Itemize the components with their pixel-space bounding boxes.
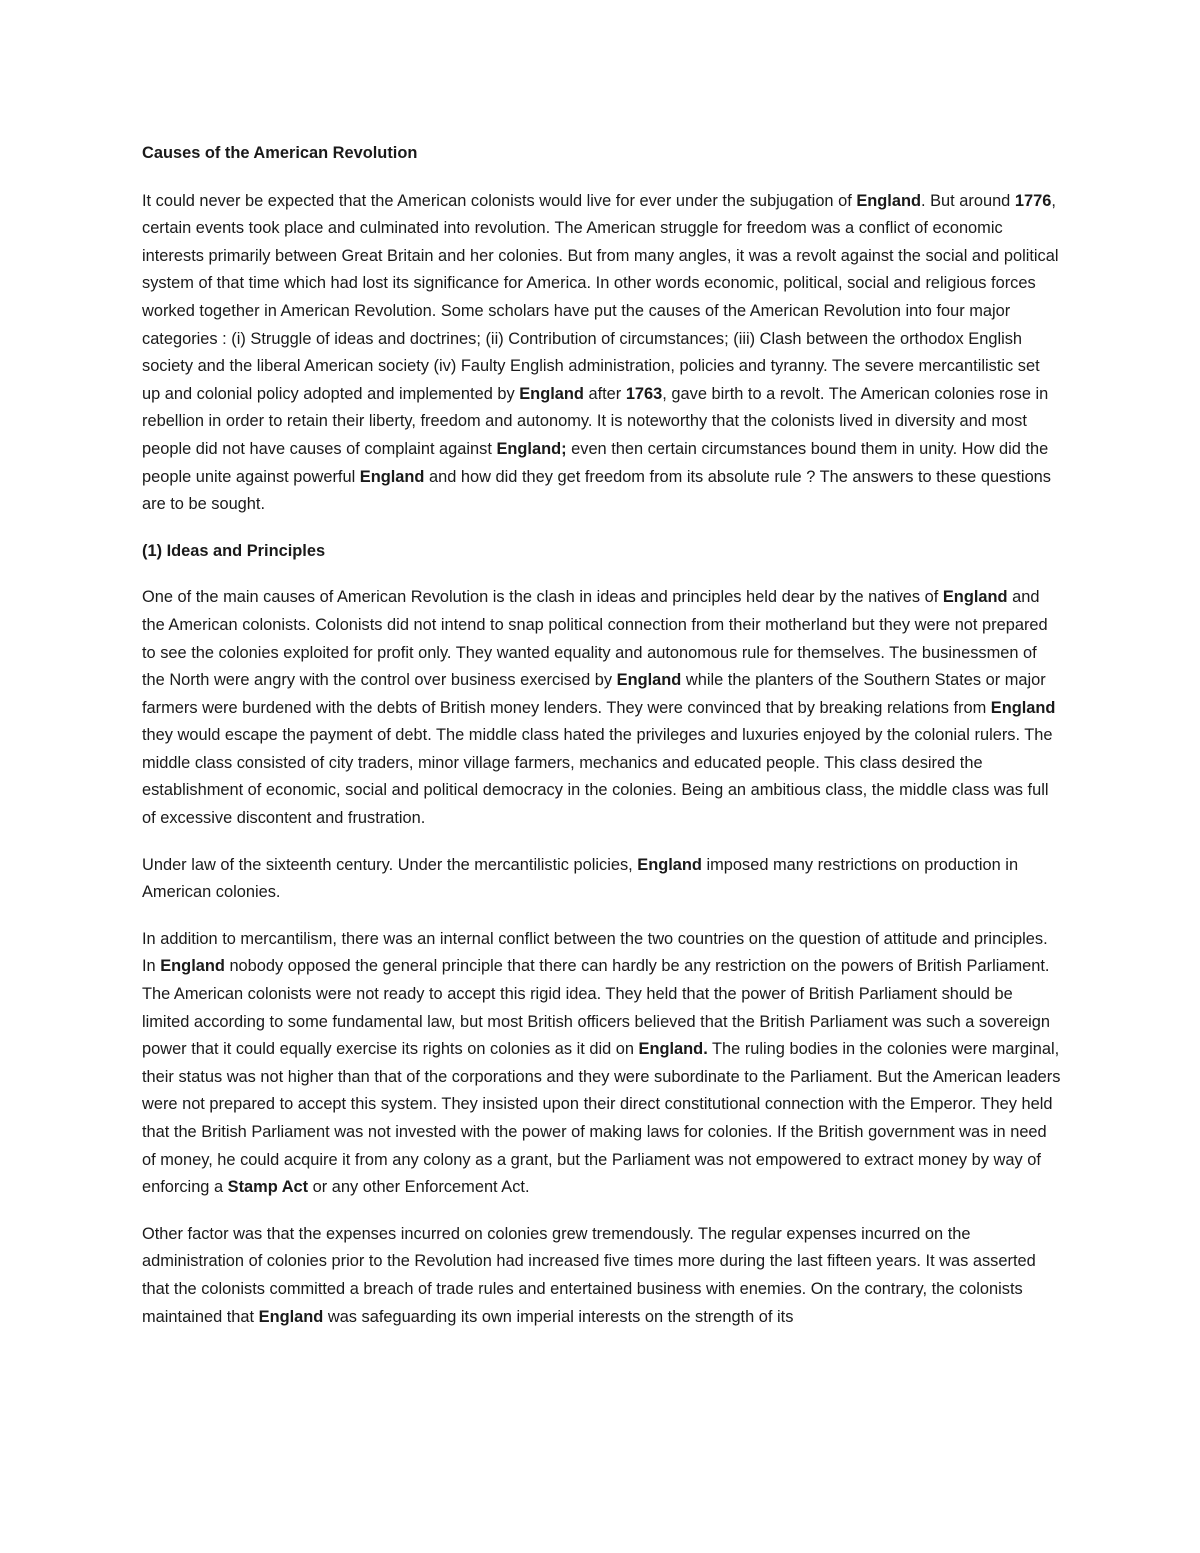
text-run: . But around <box>921 191 1015 210</box>
text-run: and how did they get freedom from its absolute rule ? The answers to these questions are to be sought. <box>142 467 1051 514</box>
bold-text: England <box>990 698 1056 717</box>
bold-text: England; <box>496 439 567 458</box>
bold-text: England <box>160 957 225 976</box>
paragraph <box>142 538 1062 566</box>
text-run: One of the main causes of American Revolution is the clash in ideas and principles held dear by the natives of <box>142 588 943 607</box>
paragraph-list <box>142 188 1062 1332</box>
bold-text: England <box>637 855 702 874</box>
text-run: after <box>583 384 626 403</box>
text-run: imposed many restrictions on production in American colonies. <box>142 855 1019 902</box>
bold-text: England <box>942 588 1008 607</box>
text-run: while the planters of the Southern States or major farmers were burdened with the debts of British money lenders. They were convinced that by breaking relations from <box>142 671 1046 717</box>
bold-text: England <box>359 467 425 486</box>
text-run: In addition to mercantilism, there was an internal conflict between the two countries on the question of attitude and principles. In <box>142 929 1048 976</box>
text-run: Other factor was that the expenses incurred on colonies grew tremendously. The regular expenses incurred on the administration of colonies prior to the Revolution had increased five times more during the last fifteen years. It was asserted that the colonists committed a breach of trade rules and entertained business with enemies. On the contrary, the colonists maintained that <box>142 1224 1036 1326</box>
bold-text: England <box>616 671 682 690</box>
text-run: or any other Enforcement Act. <box>308 1178 530 1197</box>
bold-text: Stamp Act <box>227 1178 309 1197</box>
bold-text: England <box>258 1307 324 1326</box>
bold-text: England <box>519 384 584 403</box>
text-run: , gave birth to a revolt. The American colonies rose in rebellion in order to retain their liberty, freedom and autonomy. It is noteworthy that the colonists lived in diversity and most people did not have causes of complaint against <box>142 384 1049 458</box>
text-run: and the American colonists. Colonists did not intend to snap political connection from their motherland but they were not prepared to see the colonies exploited for profit only. They wanted equality and autonomous rule for themselves. The businessmen of the North were angry with the control over business exercised by <box>142 588 1048 690</box>
paragraph <box>142 926 1062 1202</box>
paragraph <box>142 1221 1062 1331</box>
document-title: Causes of the American Revolution <box>142 144 418 162</box>
bold-text: England. <box>638 1040 708 1059</box>
text-run: Under law of the sixteenth century. Under the mercantilistic policies, <box>142 855 638 874</box>
text-run: nobody opposed the general principle that there can hardly be any restriction on the powers of British Parliament. The American colonists were not ready to accept this rigid idea. They held that the power of British Parliament should be limited according to some fundamental law, but most British officers believed that the British Parliament was such a sovereign power that it could equally exercise its rights on colonies as it did on <box>142 957 1050 1059</box>
text-run: was safeguarding its own imperial interests on the strength of its <box>323 1307 794 1326</box>
paragraph <box>142 852 1062 907</box>
text-run: The ruling bodies in the colonies were marginal, their status was not higher than that of the corporations and they were subordinate to the Parliament. But the American leaders were not prepared to accept this system. They insisted upon their direct constitutional connection with the Emperor. They held that the British Parliament was not invested with the power of making laws for colonies. If the British government was in need of money, he could acquire it from any colony as a grant, but the Parliament was not empowered to extract money by way of enforcing a <box>142 1040 1061 1197</box>
bold-text: 1763 <box>625 384 663 403</box>
paragraph <box>142 188 1062 519</box>
document-body <box>142 140 1062 1350</box>
bold-text: (1) Ideas and Principles <box>142 541 326 560</box>
text-run: It could never be expected that the American colonists would live for ever under the subjugation of <box>142 191 857 210</box>
bold-text: England <box>856 191 921 210</box>
paragraph <box>142 584 1062 832</box>
text-run: , certain events took place and culminated into revolution. The American struggle for freedom was a conflict of economic interests primarily between Great Britain and her colonies. But from many angles, it was a revolt against the social and political system of that time which had lost its significance for America. In other words economic, political, social and religious forces worked together in American Revolution. Some scholars have put the causes of the American Revolution into four major categories : (i) Struggle of ideas and doctrines; (ii) Contribution of circumstances; (iii) Clash between the orthodox English society and the liberal American society (iv) Faulty English administration, policies and tyranny. The severe mercantilistic set up and colonial policy adopted and implemented by <box>142 191 1059 403</box>
text-run: they would escape the payment of debt. The middle class hated the privileges and luxuries enjoyed by the colonial rulers. The middle class consisted of city traders, minor village farmers, mechanics and educated people. This class desired the establishment of economic, social and political democracy in the colonies. Being an ambitious class, the middle class was full of excessive discontent and frustration. <box>142 726 1053 828</box>
bold-text: 1776 <box>1014 191 1052 210</box>
text-run: even then certain circumstances bound them in unity. How did the people unite against powerful <box>142 439 1049 486</box>
